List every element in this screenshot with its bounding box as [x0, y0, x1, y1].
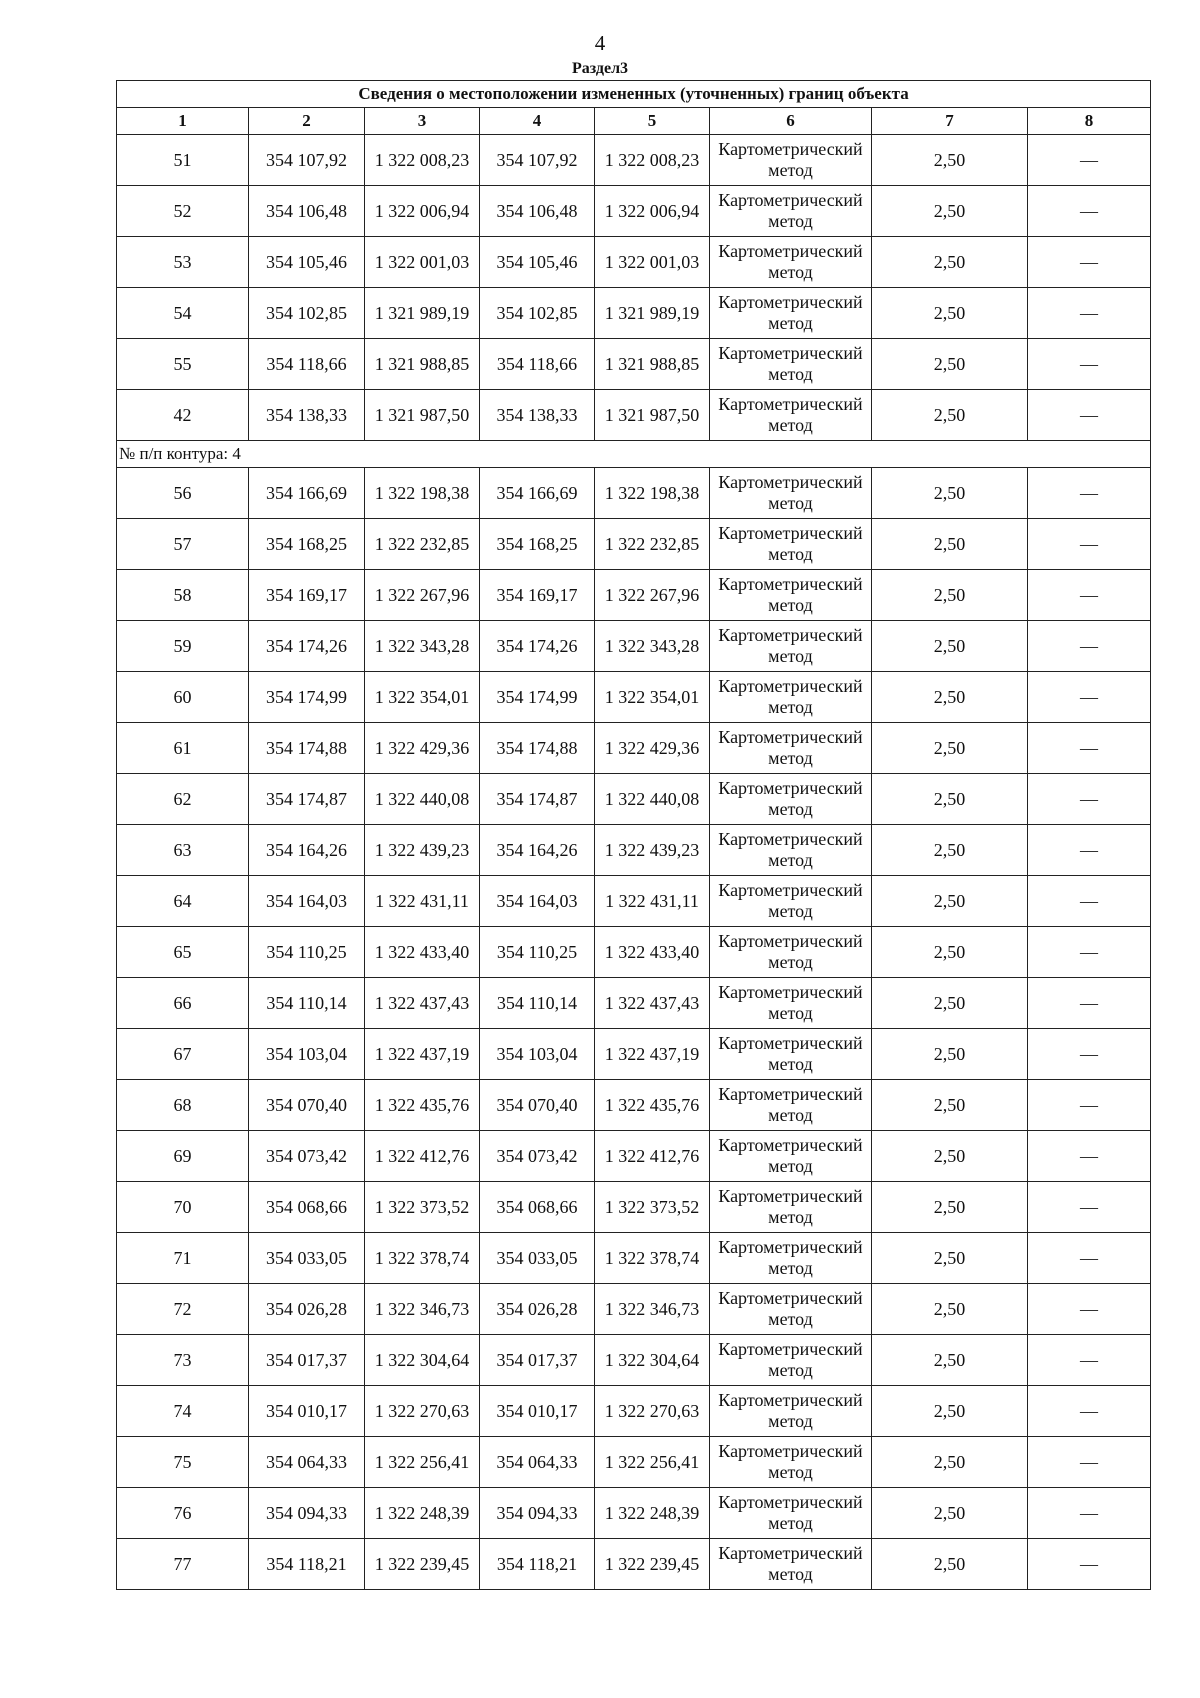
table-cell-col3: 1 322 006,94 [365, 186, 480, 237]
table-cell-col8: — [1028, 1437, 1151, 1488]
table-cell-col6: Картометрический метод [710, 825, 872, 876]
table-cell-col1: 67 [117, 1029, 249, 1080]
table-body-part2 [117, 468, 1151, 1590]
table-cell-col3: 1 322 373,52 [365, 1182, 480, 1233]
column-number-8: 8 [1028, 108, 1151, 135]
table-cell-col5: 1 322 439,23 [595, 825, 710, 876]
table-cell-col8: — [1028, 1131, 1151, 1182]
table-cell-col3: 1 322 429,36 [365, 723, 480, 774]
column-number-2: 2 [249, 108, 365, 135]
table-cell-col7: 2,50 [872, 1386, 1028, 1437]
table-cell-col4: 354 107,92 [480, 135, 595, 186]
table-cell-col6: Картометрический метод [710, 621, 872, 672]
table-cell-col1: 66 [117, 978, 249, 1029]
table-cell-col2: 354 105,46 [249, 237, 365, 288]
table-cell-col8: — [1028, 1233, 1151, 1284]
table-cell-col6: Картометрический метод [710, 186, 872, 237]
table-row [117, 1386, 1151, 1437]
table-cell-col8: — [1028, 519, 1151, 570]
table-cell-col6: Картометрический метод [710, 1437, 872, 1488]
table-cell-col2: 354 010,17 [249, 1386, 365, 1437]
table-cell-col6: Картометрический метод [710, 774, 872, 825]
table-cell-col4: 354 110,14 [480, 978, 595, 1029]
table-cell-col8: — [1028, 1080, 1151, 1131]
table-cell-col1: 69 [117, 1131, 249, 1182]
table-cell-col8: — [1028, 1029, 1151, 1080]
table-cell-col5: 1 322 440,08 [595, 774, 710, 825]
table-row [117, 288, 1151, 339]
table-cell-col5: 1 322 431,11 [595, 876, 710, 927]
table-cell-col6: Картометрический метод [710, 978, 872, 1029]
table-cell-col1: 71 [117, 1233, 249, 1284]
table-cell-col4: 354 166,69 [480, 468, 595, 519]
table-row [117, 723, 1151, 774]
table-cell-col2: 354 106,48 [249, 186, 365, 237]
table-cell-col6: Картометрический метод [710, 927, 872, 978]
table-cell-col4: 354 174,87 [480, 774, 595, 825]
table-cell-col4: 354 102,85 [480, 288, 595, 339]
table-cell-col3: 1 322 378,74 [365, 1233, 480, 1284]
table-cell-col3: 1 322 431,11 [365, 876, 480, 927]
table-row [117, 621, 1151, 672]
table-cell-col4: 354 118,66 [480, 339, 595, 390]
table-caption-row [117, 81, 1151, 108]
table-cell-col3: 1 322 354,01 [365, 672, 480, 723]
column-number-7: 7 [872, 108, 1028, 135]
table-cell-col7: 2,50 [872, 570, 1028, 621]
table-cell-col4: 354 070,40 [480, 1080, 595, 1131]
table-cell-col5: 1 322 435,76 [595, 1080, 710, 1131]
table-cell-col5: 1 322 232,85 [595, 519, 710, 570]
table-cell-col5: 1 321 988,85 [595, 339, 710, 390]
table-cell-col4: 354 164,03 [480, 876, 595, 927]
table-cell-col1: 42 [117, 390, 249, 441]
table-row [117, 339, 1151, 390]
table-row [117, 390, 1151, 441]
table-cell-col8: — [1028, 825, 1151, 876]
table-cell-col2: 354 070,40 [249, 1080, 365, 1131]
table-row [117, 825, 1151, 876]
table-cell-col8: — [1028, 723, 1151, 774]
table-row [117, 519, 1151, 570]
table-cell-col8: — [1028, 186, 1151, 237]
table-cell-col1: 60 [117, 672, 249, 723]
column-number-3: 3 [365, 108, 480, 135]
table-row [117, 1284, 1151, 1335]
table-cell-col5: 1 322 378,74 [595, 1233, 710, 1284]
table-row [117, 468, 1151, 519]
table-cell-col5: 1 322 304,64 [595, 1335, 710, 1386]
table-cell-col3: 1 322 008,23 [365, 135, 480, 186]
table-cell-col7: 2,50 [872, 1029, 1028, 1080]
table-cell-col7: 2,50 [872, 1182, 1028, 1233]
table-cell-col2: 354 068,66 [249, 1182, 365, 1233]
table-cell-col5: 1 321 987,50 [595, 390, 710, 441]
table-cell-col6: Картометрический метод [710, 468, 872, 519]
table-cell-col2: 354 094,33 [249, 1488, 365, 1539]
table-cell-col6: Картометрический метод [710, 1539, 872, 1590]
table-cell-col5: 1 322 433,40 [595, 927, 710, 978]
table-cell-col4: 354 168,25 [480, 519, 595, 570]
table-cell-col6: Картометрический метод [710, 390, 872, 441]
table-row [117, 1233, 1151, 1284]
table-cell-col8: — [1028, 927, 1151, 978]
table-cell-col5: 1 322 006,94 [595, 186, 710, 237]
page-number: 4 [594, 31, 606, 55]
table-row [117, 186, 1151, 237]
table-caption: Сведения о местоположении измененных (уточненных) границ объекта [117, 81, 1151, 108]
table-cell-col5: 1 322 437,43 [595, 978, 710, 1029]
table-cell-col4: 354 017,37 [480, 1335, 595, 1386]
table-cell-col2: 354 026,28 [249, 1284, 365, 1335]
table-cell-col4: 354 068,66 [480, 1182, 595, 1233]
table-cell-col3: 1 322 439,23 [365, 825, 480, 876]
table-cell-col6: Картометрический метод [710, 672, 872, 723]
table-cell-col4: 354 064,33 [480, 1437, 595, 1488]
table-cell-col7: 2,50 [872, 339, 1028, 390]
table-row [117, 237, 1151, 288]
table-cell-col4: 354 103,04 [480, 1029, 595, 1080]
table-cell-col3: 1 322 437,19 [365, 1029, 480, 1080]
table-cell-col2: 354 110,14 [249, 978, 365, 1029]
table-cell-col3: 1 321 989,19 [365, 288, 480, 339]
table-cell-col8: — [1028, 1539, 1151, 1590]
table-cell-col1: 77 [117, 1539, 249, 1590]
table-cell-col1: 75 [117, 1437, 249, 1488]
table-cell-col2: 354 102,85 [249, 288, 365, 339]
table-cell-col4: 354 169,17 [480, 570, 595, 621]
table-cell-col2: 354 073,42 [249, 1131, 365, 1182]
table-cell-col6: Картометрический метод [710, 723, 872, 774]
table-cell-col6: Картометрический метод [710, 570, 872, 621]
table-cell-col8: — [1028, 1488, 1151, 1539]
table-cell-col6: Картометрический метод [710, 339, 872, 390]
table-row [117, 876, 1151, 927]
table-cell-col8: — [1028, 1386, 1151, 1437]
table-cell-col6: Картометрический метод [710, 1233, 872, 1284]
table-cell-col1: 74 [117, 1386, 249, 1437]
table-cell-col5: 1 322 198,38 [595, 468, 710, 519]
table-cell-col7: 2,50 [872, 1437, 1028, 1488]
table-cell-col1: 57 [117, 519, 249, 570]
column-number-5: 5 [595, 108, 710, 135]
table-cell-col2: 354 169,17 [249, 570, 365, 621]
table-cell-col6: Картометрический метод [710, 135, 872, 186]
table-cell-col3: 1 322 440,08 [365, 774, 480, 825]
table-cell-col1: 65 [117, 927, 249, 978]
table-cell-col2: 354 174,88 [249, 723, 365, 774]
table-cell-col5: 1 321 989,19 [595, 288, 710, 339]
table-cell-col2: 354 168,25 [249, 519, 365, 570]
table-cell-col7: 2,50 [872, 1284, 1028, 1335]
table-cell-col3: 1 322 270,63 [365, 1386, 480, 1437]
table-cell-col3: 1 322 239,45 [365, 1539, 480, 1590]
table-cell-col3: 1 322 248,39 [365, 1488, 480, 1539]
table-cell-col7: 2,50 [872, 1131, 1028, 1182]
table-cell-col5: 1 322 256,41 [595, 1437, 710, 1488]
table-cell-col7: 2,50 [872, 1080, 1028, 1131]
table-cell-col4: 354 010,17 [480, 1386, 595, 1437]
table-cell-col7: 2,50 [872, 876, 1028, 927]
table-cell-col4: 354 105,46 [480, 237, 595, 288]
table-cell-col6: Картометрический метод [710, 1080, 872, 1131]
table-cell-col3: 1 322 412,76 [365, 1131, 480, 1182]
table-cell-col4: 354 033,05 [480, 1233, 595, 1284]
table-cell-col7: 2,50 [872, 1539, 1028, 1590]
table-cell-col4: 354 174,88 [480, 723, 595, 774]
table-row [117, 1131, 1151, 1182]
table-cell-col1: 56 [117, 468, 249, 519]
table-cell-col4: 354 110,25 [480, 927, 595, 978]
table-cell-col7: 2,50 [872, 927, 1028, 978]
table-cell-col4: 354 118,21 [480, 1539, 595, 1590]
table-cell-col8: — [1028, 978, 1151, 1029]
table-cell-col8: — [1028, 621, 1151, 672]
table-row [117, 978, 1151, 1029]
contour-label: № п/п контура: 4 [117, 441, 1151, 468]
table-cell-col2: 354 118,21 [249, 1539, 365, 1590]
table-cell-col3: 1 322 435,76 [365, 1080, 480, 1131]
table-cell-col1: 55 [117, 339, 249, 390]
table-cell-col5: 1 322 248,39 [595, 1488, 710, 1539]
table-row [117, 1539, 1151, 1590]
table-cell-col1: 58 [117, 570, 249, 621]
column-number-row [117, 108, 1151, 135]
table-cell-col4: 354 174,26 [480, 621, 595, 672]
table-cell-col2: 354 174,99 [249, 672, 365, 723]
table-cell-col1: 62 [117, 774, 249, 825]
table-cell-col2: 354 164,26 [249, 825, 365, 876]
table-cell-col1: 73 [117, 1335, 249, 1386]
table-cell-col4: 354 073,42 [480, 1131, 595, 1182]
table-row [117, 1488, 1151, 1539]
table-cell-col2: 354 174,87 [249, 774, 365, 825]
table-cell-col4: 354 094,33 [480, 1488, 595, 1539]
column-number-4: 4 [480, 108, 595, 135]
table-cell-col1: 68 [117, 1080, 249, 1131]
column-number-1: 1 [117, 108, 249, 135]
table-cell-col5: 1 322 239,45 [595, 1539, 710, 1590]
table-cell-col6: Картометрический метод [710, 1182, 872, 1233]
table-cell-col8: — [1028, 774, 1151, 825]
table-cell-col4: 354 174,99 [480, 672, 595, 723]
table-cell-col5: 1 322 267,96 [595, 570, 710, 621]
table-cell-col3: 1 322 437,43 [365, 978, 480, 1029]
table-cell-col7: 2,50 [872, 237, 1028, 288]
table-cell-col6: Картометрический метод [710, 876, 872, 927]
table-cell-col1: 64 [117, 876, 249, 927]
table-cell-col6: Картометрический метод [710, 237, 872, 288]
table-cell-col8: — [1028, 468, 1151, 519]
table-cell-col7: 2,50 [872, 1233, 1028, 1284]
table-cell-col8: — [1028, 288, 1151, 339]
table-cell-col2: 354 103,04 [249, 1029, 365, 1080]
table-cell-col3: 1 322 267,96 [365, 570, 480, 621]
table-cell-col6: Картометрический метод [710, 1029, 872, 1080]
table-cell-col5: 1 322 373,52 [595, 1182, 710, 1233]
table-cell-col2: 354 164,03 [249, 876, 365, 927]
table-cell-col8: — [1028, 1182, 1151, 1233]
table-cell-col8: — [1028, 672, 1151, 723]
table-cell-col8: — [1028, 570, 1151, 621]
contour-header [117, 441, 1151, 468]
table-cell-col5: 1 322 346,73 [595, 1284, 710, 1335]
table-cell-col2: 354 118,66 [249, 339, 365, 390]
table-cell-col7: 2,50 [872, 774, 1028, 825]
table-cell-col5: 1 322 429,36 [595, 723, 710, 774]
table-cell-col2: 354 107,92 [249, 135, 365, 186]
table-cell-col1: 54 [117, 288, 249, 339]
table-cell-col8: — [1028, 339, 1151, 390]
table-cell-col7: 2,50 [872, 1488, 1028, 1539]
section-title: Раздел3 [571, 60, 629, 77]
table-cell-col4: 354 164,26 [480, 825, 595, 876]
table-cell-col7: 2,50 [872, 468, 1028, 519]
table-cell-col1: 72 [117, 1284, 249, 1335]
table-cell-col4: 354 138,33 [480, 390, 595, 441]
table-row [117, 1080, 1151, 1131]
table-cell-col3: 1 322 433,40 [365, 927, 480, 978]
table-cell-col3: 1 322 232,85 [365, 519, 480, 570]
table-row [117, 927, 1151, 978]
table-cell-col2: 354 033,05 [249, 1233, 365, 1284]
table-cell-col8: — [1028, 876, 1151, 927]
table-cell-col3: 1 322 001,03 [365, 237, 480, 288]
table-cell-col8: — [1028, 390, 1151, 441]
table-cell-col2: 354 110,25 [249, 927, 365, 978]
table-row [117, 570, 1151, 621]
table-cell-col7: 2,50 [872, 1335, 1028, 1386]
table-body-part1 [117, 135, 1151, 441]
table-cell-col7: 2,50 [872, 519, 1028, 570]
table-cell-col3: 1 322 198,38 [365, 468, 480, 519]
table-cell-col5: 1 322 001,03 [595, 237, 710, 288]
table-row [117, 672, 1151, 723]
table-cell-col3: 1 322 346,73 [365, 1284, 480, 1335]
table-cell-col1: 53 [117, 237, 249, 288]
table-cell-col7: 2,50 [872, 288, 1028, 339]
table-cell-col6: Картометрический метод [710, 1284, 872, 1335]
table-cell-col2: 354 166,69 [249, 468, 365, 519]
table-cell-col3: 1 322 304,64 [365, 1335, 480, 1386]
table-cell-col8: — [1028, 1335, 1151, 1386]
table-cell-col5: 1 322 270,63 [595, 1386, 710, 1437]
table-cell-col2: 354 138,33 [249, 390, 365, 441]
table-cell-col2: 354 174,26 [249, 621, 365, 672]
table-cell-col6: Картометрический метод [710, 519, 872, 570]
table-cell-col8: — [1028, 135, 1151, 186]
table-cell-col4: 354 026,28 [480, 1284, 595, 1335]
table-cell-col6: Картометрический метод [710, 1386, 872, 1437]
table-cell-col6: Картометрический метод [710, 288, 872, 339]
table-cell-col3: 1 321 988,85 [365, 339, 480, 390]
column-number-6: 6 [710, 108, 872, 135]
table-cell-col5: 1 322 437,19 [595, 1029, 710, 1080]
table-cell-col4: 354 106,48 [480, 186, 595, 237]
table-row [117, 1029, 1151, 1080]
table-cell-col7: 2,50 [872, 723, 1028, 774]
table-cell-col3: 1 322 343,28 [365, 621, 480, 672]
table-cell-col3: 1 322 256,41 [365, 1437, 480, 1488]
table-cell-col5: 1 322 354,01 [595, 672, 710, 723]
table-cell-col5: 1 322 412,76 [595, 1131, 710, 1182]
table-row [117, 1335, 1151, 1386]
table-row [117, 135, 1151, 186]
table-cell-col7: 2,50 [872, 825, 1028, 876]
table-cell-col7: 2,50 [872, 135, 1028, 186]
table-cell-col1: 76 [117, 1488, 249, 1539]
table-cell-col8: — [1028, 237, 1151, 288]
table-cell-col7: 2,50 [872, 672, 1028, 723]
table-cell-col1: 52 [117, 186, 249, 237]
boundary-coordinates-table [116, 80, 1151, 1590]
table-cell-col1: 61 [117, 723, 249, 774]
table-cell-col1: 63 [117, 825, 249, 876]
table-cell-col7: 2,50 [872, 621, 1028, 672]
table-cell-col6: Картометрический метод [710, 1131, 872, 1182]
table-cell-col7: 2,50 [872, 390, 1028, 441]
table-cell-col5: 1 322 008,23 [595, 135, 710, 186]
table-cell-col1: 51 [117, 135, 249, 186]
table-row [117, 774, 1151, 825]
table-cell-col5: 1 322 343,28 [595, 621, 710, 672]
table-cell-col1: 59 [117, 621, 249, 672]
table-cell-col7: 2,50 [872, 978, 1028, 1029]
table-row [117, 1437, 1151, 1488]
table-cell-col8: — [1028, 1284, 1151, 1335]
table-cell-col6: Картометрический метод [710, 1335, 872, 1386]
table-cell-col1: 70 [117, 1182, 249, 1233]
table-cell-col2: 354 064,33 [249, 1437, 365, 1488]
contour-row [117, 441, 1151, 468]
table-cell-col3: 1 321 987,50 [365, 390, 480, 441]
table-row [117, 1182, 1151, 1233]
table-cell-col2: 354 017,37 [249, 1335, 365, 1386]
table-cell-col7: 2,50 [872, 186, 1028, 237]
table-cell-col6: Картометрический метод [710, 1488, 872, 1539]
